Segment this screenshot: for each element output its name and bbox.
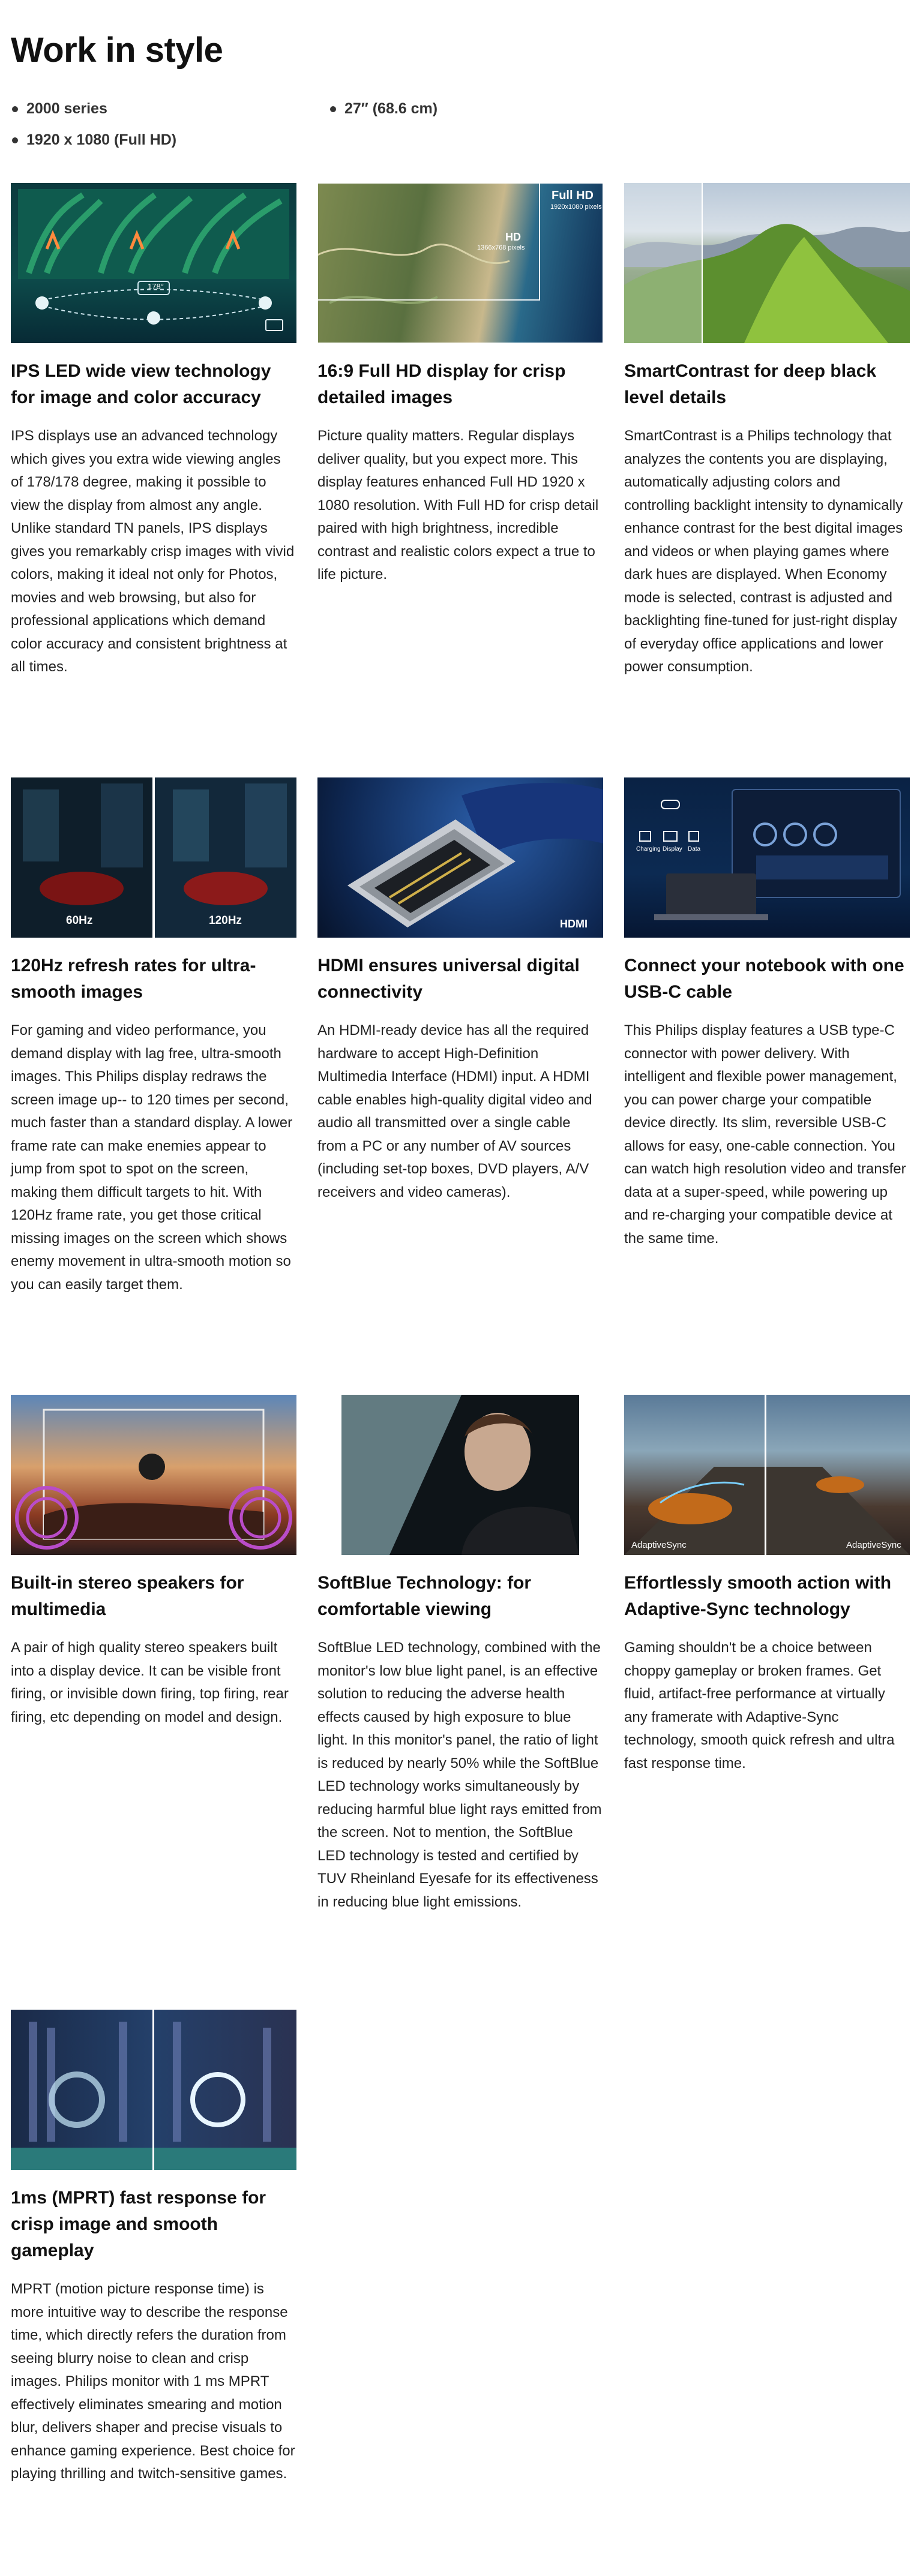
- bullet-icon: [330, 106, 336, 112]
- feature-heading: 120Hz refresh rates for ultra-smooth images: [11, 956, 256, 1002]
- spec-series-text: 2000 series: [26, 100, 107, 117]
- feature-body: An HDMI-ready device has all the required hardware to accept High-Definition Multimedia Interface (HDMI) input. A HDMI cable enables high-quality digital video and audio all transmitted over a single cable from a PC or any number of AV sources (including set-top boxes, DVD players, A/V receivers and video cameras).: [317, 1022, 592, 1200]
- usbc-label-charging: Charging: [636, 846, 661, 852]
- feature-heading: Built-in stereo speakers for multimedia: [11, 1573, 244, 1619]
- feature-body: For gaming and video performance, you demand display with lag free, ultra-smooth images. This Philips display redraws the screen image up-- to 120 times per second, much faster than a standard display. A lower frame rate can make enemies appear to jump from spot to spot on the screen, making them difficult targets to hit. With 120Hz frame rate, you get those critical missing images on the screen which shows enemy movement in ultra-smooth motion so you can easily target them.: [11, 1022, 293, 1293]
- hdmi-connector-icon: [317, 777, 603, 938]
- feature-body: Gaming shouldn't be a choice between choppy gameplay or broken frames. Get fluid, artifact-free performance at virtually any framerate with Adaptive-Sync technology, smooth quick refresh and ultra fast response time.: [624, 1640, 895, 1772]
- feature-mprt: [11, 2010, 296, 2486]
- feature-120hz: [11, 777, 296, 1296]
- adaptivesync-illustration: [624, 1395, 910, 1555]
- feature-heading: 1ms (MPRT) fast response for crisp image and smooth gameplay: [11, 2188, 266, 2260]
- page-title: Work in style: [11, 31, 223, 70]
- refresh-illustration: [11, 777, 296, 938]
- smartcontrast-illustration: [624, 183, 910, 343]
- ips-angle-label: 178°: [148, 282, 164, 291]
- feature-heading: SmartContrast for deep black level details: [624, 361, 877, 407]
- softblue-illustration: [317, 1395, 603, 1555]
- refresh-image: [11, 777, 296, 938]
- smartcontrast-image: [624, 183, 910, 343]
- 120hz-label: 120Hz: [209, 914, 242, 927]
- feature-body: Picture quality matters. Regular displays deliver quality, but you expect more. This display features enhanced Full HD 1920 x 1080 resolution. With Full HD for crisp detail paired with high brightness, incredible contrast and realistic colors expect a true to life picture.: [317, 428, 599, 583]
- mprt-image: [11, 2010, 296, 2170]
- spec-series: [12, 100, 107, 118]
- ips-illustration: [11, 183, 296, 343]
- fullhd-image: [317, 183, 603, 343]
- feature-hdmi: [317, 777, 603, 1204]
- feature-heading: SoftBlue Technology: for comfortable viewing: [317, 1573, 532, 1619]
- spec-resolution: [12, 131, 176, 149]
- hd-label: HD: [505, 231, 521, 243]
- usbc-label-display: Display: [663, 846, 682, 852]
- spec-size-text: 27″ (68.6 cm): [344, 100, 438, 117]
- usbc-illustration: [624, 777, 910, 938]
- feature-heading: IPS LED wide view technology for image and color accuracy: [11, 361, 271, 407]
- hdmi-label: HDMI: [560, 918, 588, 930]
- feature-heading: HDMI ensures universal digital connectivity: [317, 956, 580, 1002]
- feature-body: SoftBlue LED technology, combined with the monitor's low blue light panel, is an effective solution to reducing the adverse health effects caused by high exposure to blue light. In this monitor's panel, the ratio of light is reduced by nearly 50% while the SoftBlue LED technology works simultaneously by reducing harmful blue light rays emitted from the screen. Not to mention, the SoftBlue LED technology is tested and certified by TUV Rheinland Eyesafe for its effectiveness in reducing blue light emissions.: [317, 1640, 602, 1910]
- feature-fullhd: [317, 183, 603, 587]
- feature-body: A pair of high quality stereo speakers built into a display device. It can be visible front firing, or invisible down firing, top firing, rear firing, etc depending on model and design.: [11, 1640, 289, 1725]
- feature-adaptivesync: [624, 1395, 910, 1775]
- feature-body: This Philips display features a USB type-C connector with power delivery. With intelligent and flexible power management, you can power charge your compatible device directly. Its slim, reversible USB-C allows for easy, one-cable connection. You can watch high resolution video and transfer data at a super-speed, while powering up and re-charging your compatible device at the same time.: [624, 1022, 906, 1247]
- spec-resolution-text: 1920 x 1080 (Full HD): [26, 131, 177, 148]
- feature-smartcontrast: [624, 183, 910, 679]
- hd-sublabel: 1366x768 pixels: [477, 244, 525, 251]
- speakers-illustration: [11, 1395, 296, 1555]
- bullet-icon: [12, 106, 18, 112]
- feature-heading: 16:9 Full HD display for crisp detailed images: [317, 361, 566, 407]
- spec-size: [330, 100, 437, 118]
- feature-heading: Connect your notebook with one USB-C cable: [624, 956, 904, 1002]
- feature-softblue: [317, 1395, 603, 1914]
- softblue-image: [317, 1395, 603, 1555]
- adaptivesync-label-right: AdaptiveSync: [846, 1540, 901, 1550]
- bullet-icon: [12, 137, 18, 143]
- adaptivesync-label-left: AdaptiveSync: [631, 1540, 687, 1550]
- feature-usbc: [624, 777, 910, 1250]
- ips-image: [11, 183, 296, 343]
- feature-heading: Effortlessly smooth action with Adaptive-Sync technology: [624, 1573, 892, 1619]
- fullhd-label: Full HD: [552, 189, 594, 202]
- mprt-illustration: [11, 2010, 296, 2170]
- feature-body: IPS displays use an advanced technology which gives you extra wide viewing angles of 178/178 degree, making it possible to view the display from almost any angle. Unlike standard TN panels, IPS displays gives you remarkably crisp images with vivid colors, making it ideal not only for Photos, movies and web browsing, but also for professional applications which demand color accuracy and consistent brightness at all times.: [11, 428, 295, 675]
- hdmi-image: [317, 777, 603, 938]
- fullhd-sublabel: 1920x1080 pixels: [550, 203, 602, 211]
- feature-body: SmartContrast is a Philips technology that analyzes the contents you are displaying, automatically adjusting colors and controlling backlight intensity to dynamically enhance contrast for the best digital images and videos or when playing games where dark hues are displayed. When Economy mode is selected, contrast is adjusted and backlighting fine-tuned for just-right display of everyday office applications and lower power consumption.: [624, 428, 903, 675]
- usbc-image: [624, 777, 910, 938]
- speakers-image: [11, 1395, 296, 1555]
- feature-body: MPRT (motion picture response time) is more intuitive way to describe the response time, which directly refers the duration from seeing blurry noise to clean and crisp images. Philips monitor with 1 ms MPRT effectively eliminates smearing and motion blur, delivers shaper and precise visuals to enhance gaming experience. Best choice for playing thrilling and twitch-sensitive games.: [11, 2281, 295, 2482]
- feature-speakers: [11, 1395, 296, 1729]
- usbc-label-data: Data: [688, 846, 701, 852]
- adaptivesync-image: [624, 1395, 910, 1555]
- 60hz-label: 60Hz: [66, 914, 93, 927]
- feature-ips: [11, 183, 296, 679]
